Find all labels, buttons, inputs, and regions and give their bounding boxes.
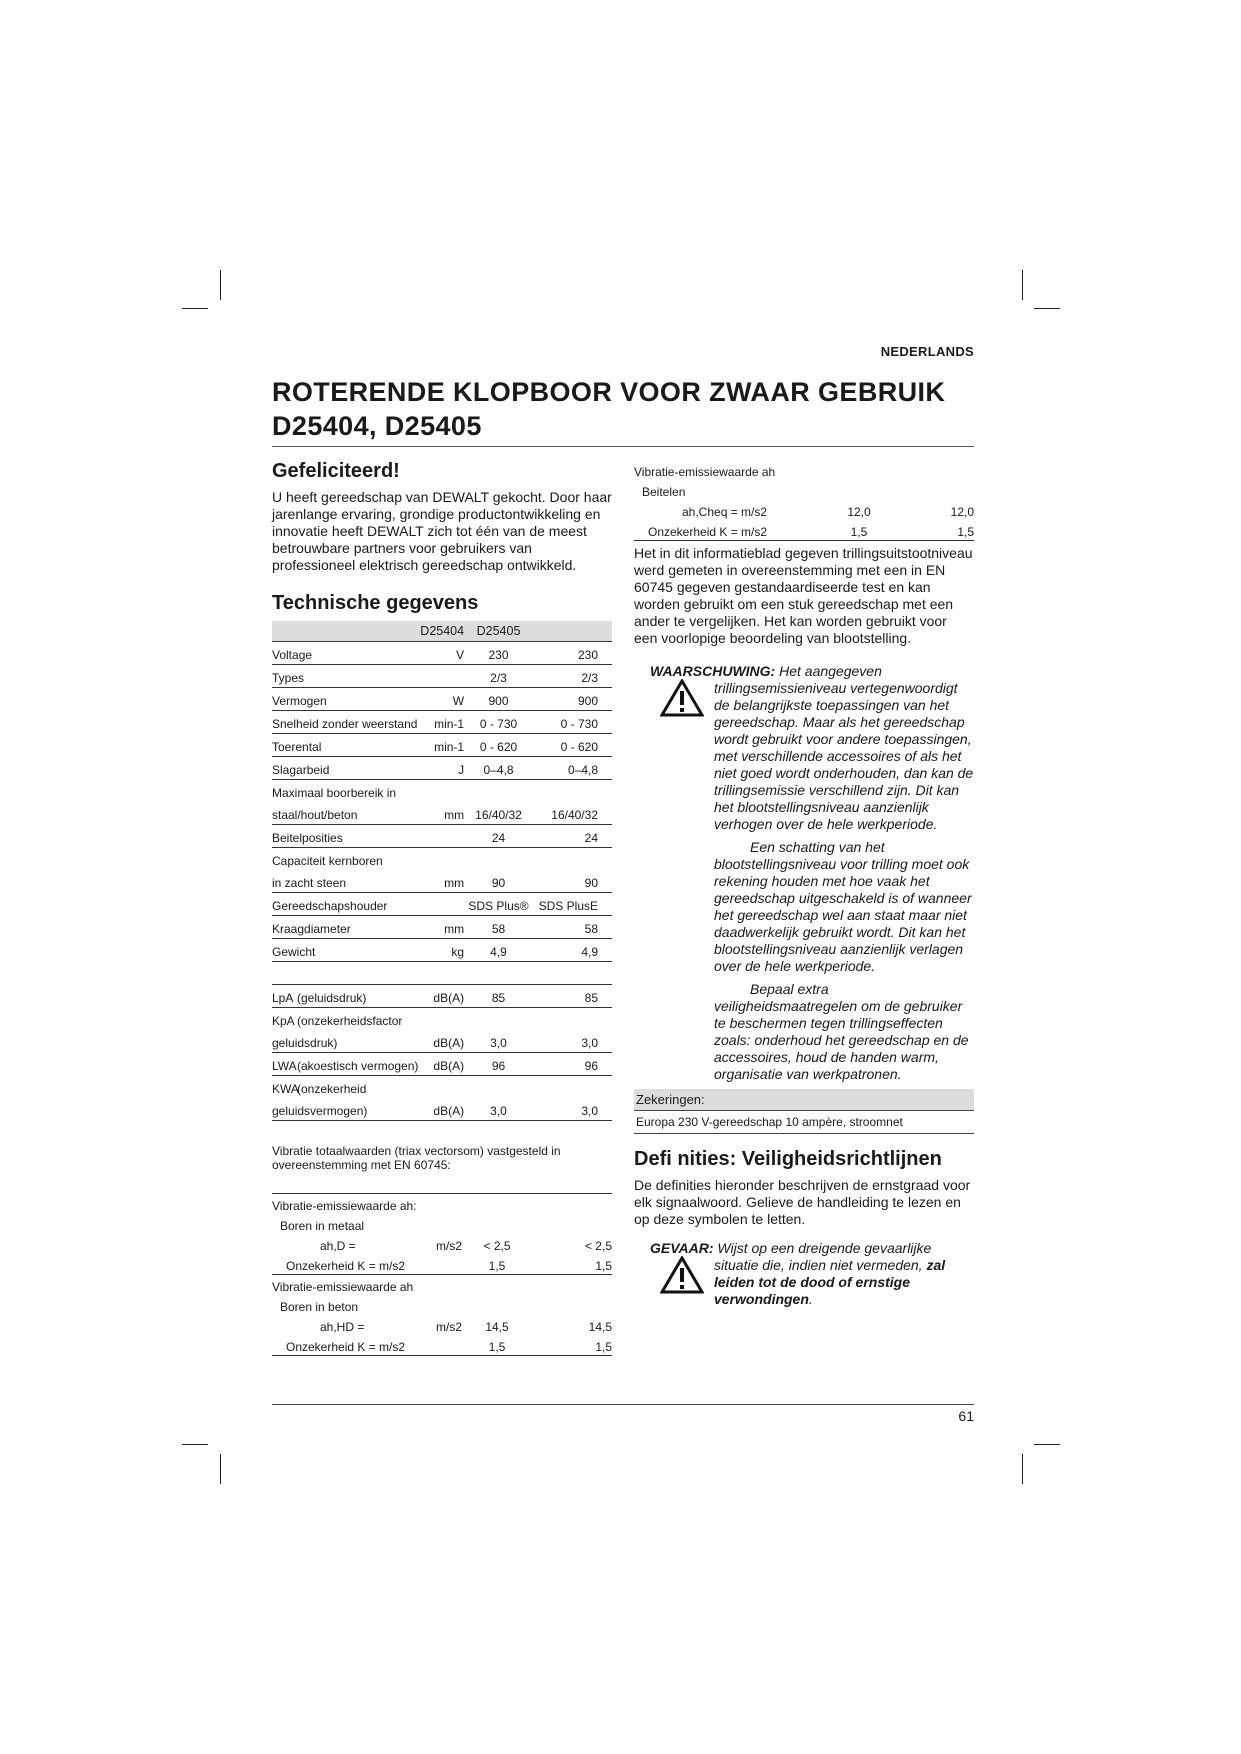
noise-label: [272, 1098, 420, 1121]
noise-unit: dB(A): [420, 1053, 464, 1076]
crop-mark: [1034, 308, 1060, 309]
spec-label: Capaciteit kernboren: [272, 854, 383, 868]
table-row: [272, 825, 612, 848]
spec-unit: min-1: [420, 734, 464, 757]
fuses-section: [634, 1089, 974, 1134]
spec-unit: mm: [420, 870, 464, 893]
noise-label: [272, 985, 420, 1008]
title-line-2: D25404, D25405: [272, 410, 482, 441]
vibration-symbol: ah,Cheq = m/s2: [682, 505, 768, 519]
table-row: [272, 1098, 612, 1121]
table-row: [272, 642, 612, 665]
noise-symbol: LWA: [272, 1059, 297, 1073]
vibration-value: 14,5: [485, 1320, 509, 1334]
spec-value: 230: [464, 642, 533, 665]
vibration-value: < 2,5: [584, 1239, 612, 1253]
table-row: [272, 1315, 612, 1335]
spec-value: 24: [464, 825, 533, 848]
specs-heading: Technische gegevens: [272, 592, 479, 614]
uncertainty-label: Onzekerheid K = m/s2: [272, 1335, 462, 1356]
spec-value: 4,9: [464, 939, 533, 962]
vibration-title: Vibratie-emissiewaarde ah: [272, 1280, 414, 1294]
congrats-text: U heeft gereedschap van DEWALT gekocht. Door haar jarenlange ervaring, grondige productontwikkeling en innovatie heeft DEWALT zich tot één van de meest betrouwbare partners voor gebruikers van professioneel elektrisch gereedschap ontwikkeld.: [272, 489, 612, 573]
spec-value: 0–4,8: [464, 757, 533, 780]
table-row: [634, 460, 974, 480]
table-row: [272, 665, 612, 688]
table-row: [272, 1030, 612, 1053]
crop-mark: [1022, 270, 1023, 300]
noise-unit: dB(A): [420, 1030, 464, 1053]
vibration-value: 14,5: [588, 1320, 612, 1334]
spec-label: Gereedschapshouder: [272, 893, 420, 916]
crop-mark: [220, 270, 221, 300]
spec-unit: mm: [420, 916, 464, 939]
spec-label: Gewicht: [272, 939, 420, 962]
uncertainty-value: 1,5: [824, 520, 894, 541]
table-row: [634, 520, 974, 541]
spec-value: 0 - 620: [533, 734, 612, 757]
danger-block: [634, 1240, 974, 1308]
definitions-text: De definities hieronder beschrijven de ernstgraad voor elk signaalwoord. Gelieve de handleiding te lezen en op deze symbolen te letten.: [634, 1177, 971, 1227]
table-row: [272, 1275, 612, 1296]
spec-value: 58: [464, 916, 533, 939]
noise-value: 3,0: [464, 1098, 533, 1121]
spec-value: 0 - 730: [464, 711, 533, 734]
warning-paragraph-3: Bepaal extra veiligheidsmaatregelen om de gebruiker te beschermen tegen trillingseffecten zoals: onderhoud het gereedschap en de accessoires, houd de handen warm, organisatie van werkpatronen.: [714, 981, 969, 1082]
spec-value: 58: [533, 916, 612, 939]
table-row: [272, 870, 612, 893]
crop-mark: [1034, 1444, 1060, 1445]
table-row: [272, 1076, 612, 1099]
table-row: [272, 1194, 612, 1215]
uncertainty-label: Onzekerheid K = m/s2: [634, 520, 824, 541]
definitions-heading: Defi nities: Veiligheidsrichtlijnen: [634, 1148, 942, 1170]
crop-mark: [182, 308, 208, 309]
table-row: [272, 711, 612, 734]
page-number: 61: [958, 1408, 974, 1424]
table-row: [272, 802, 612, 825]
table-row: [272, 1053, 612, 1076]
table-row: [272, 1254, 612, 1275]
page-title: [272, 376, 974, 447]
noise-value: 3,0: [533, 1098, 612, 1121]
vibration-table: [272, 1143, 612, 1356]
table-row: [272, 939, 612, 962]
noise-label: [272, 1008, 420, 1031]
danger-label: GEVAAR:: [650, 1240, 714, 1256]
vibration-symbol: ah,D =: [320, 1239, 356, 1253]
vibration-value: < 2,5: [483, 1239, 511, 1253]
spec-value: 900: [533, 688, 612, 711]
noise-unit: dB(A): [420, 1098, 464, 1121]
uncertainty-value: 1,5: [462, 1335, 532, 1356]
noise-label: [272, 1030, 420, 1053]
spec-value: 900: [464, 688, 533, 711]
spec-value: 16/40/32: [464, 802, 533, 825]
model-header: D25404: [420, 621, 464, 642]
noise-text: (onzekerheidsfactor: [297, 1014, 403, 1028]
crop-mark: [220, 1454, 221, 1484]
noise-symbol: KpA: [272, 1014, 295, 1028]
table-row: [272, 757, 612, 780]
noise-value: 85: [464, 985, 533, 1008]
noise-text: geluidsvermogen): [272, 1104, 368, 1118]
specs-table: [272, 621, 612, 1121]
spec-label: Kraagdiameter: [272, 916, 420, 939]
spec-label: Maximaal boorbereik in: [272, 786, 397, 800]
noise-value: 96: [533, 1053, 612, 1076]
table-row: [272, 1295, 612, 1315]
warning-text: Het aangegeven trillingsemissieniveau vertegenwoordigt de belangrijkste toepassingen van het gereedschap. Maar als het gereedschap wordt gebruikt voor andere toepassingen, met verschillende accessoires of als het niet goed wordt onderhouden, dan kan de trillingsemissie verschillend zijn. Dit kan het blootstellingsniveau aanzienlijk verhogen over de hele werkperiode.: [714, 663, 974, 832]
spec-value: SDS Plus®: [464, 893, 533, 916]
noise-value: 96: [464, 1053, 533, 1076]
title-line-1: ROTERENDE KLOPBOOR VOOR ZWAAR GEBRUIK: [272, 377, 946, 407]
noise-value: 3,0: [464, 1030, 533, 1053]
noise-unit: dB(A): [420, 985, 464, 1008]
warning-paragraph-2: Een schatting van het blootstellingsniveau voor trilling moet ook rekening houden met hoe vaak het gereedschap uitgeschakeld is of wanneer het gereedschap wel aan staat maar niet daadwerkelijk gebruikt wordt. Dit kan het blootstellingsniveau aanzienlijk verlagen over de hele werkperiode.: [714, 839, 972, 974]
vibration-sub: Boren in metaal: [280, 1219, 365, 1233]
table-row: [272, 780, 612, 803]
spec-unit: min-1: [420, 711, 464, 734]
spec-value: 90: [464, 870, 533, 893]
model-header: D25405: [464, 621, 533, 642]
table-row: [272, 1214, 612, 1234]
danger-end: .: [808, 1291, 813, 1307]
uncertainty-value: 1,5: [532, 1335, 612, 1356]
right-column: [634, 460, 974, 1308]
table-row: [272, 688, 612, 711]
table-row: [634, 500, 974, 520]
vibration-intro: Vibratie totaalwaarden (triax vectorsom) vastgesteld in overeenstemming met EN 60745:: [272, 1144, 561, 1172]
spec-value: 4,9: [533, 939, 612, 962]
vibration-sub: Beitelen: [642, 485, 686, 499]
danger-bold-text: zal leiden tot de dood of ernstige verwondingen: [714, 1257, 946, 1307]
spec-value: 90: [533, 870, 612, 893]
spec-label: Toerental: [272, 734, 420, 757]
left-column: [272, 460, 612, 1356]
noise-text: (geluidsdruk): [297, 991, 367, 1005]
table-row: [272, 985, 612, 1008]
spec-unit: [420, 893, 464, 916]
table-row: [634, 480, 974, 500]
noise-label: [272, 1076, 420, 1099]
spec-unit: kg: [420, 939, 464, 962]
spec-label: Slagarbeid: [272, 757, 420, 780]
vibration-title: Vibratie-emissiewaarde ah: [634, 465, 776, 479]
spec-value: 24: [533, 825, 612, 848]
noise-text: geluidsdruk): [272, 1036, 338, 1050]
danger-text: Wijst op een dreigende gevaarlijke situatie die, indien niet vermeden,: [714, 1240, 932, 1273]
vibration-symbol: ah,HD =: [320, 1320, 365, 1334]
vibration-unit: m/s2: [435, 1320, 462, 1334]
table-row: [272, 916, 612, 939]
spec-value: 0 - 730: [533, 711, 612, 734]
spec-unit: mm: [420, 802, 464, 825]
noise-text: (onzekerheid: [297, 1082, 367, 1096]
spec-label: Beitelposities: [272, 825, 420, 848]
table-row: [272, 893, 612, 916]
uncertainty-value: 1,5: [532, 1254, 612, 1275]
spec-unit: W: [420, 688, 464, 711]
table-row: [272, 1234, 612, 1254]
congrats-heading: Gefeliciteerd!: [272, 460, 400, 482]
vibration-sub: Boren in beton: [280, 1300, 359, 1314]
uncertainty-value: 1,5: [462, 1254, 532, 1275]
vibration-unit: m/s2: [435, 1239, 462, 1253]
footer-rule: [272, 1404, 974, 1405]
spec-unit: V: [420, 642, 464, 665]
spec-label: staal/hout/beton: [272, 802, 420, 825]
spec-value: 2/3: [533, 665, 612, 688]
spec-label: Vermogen: [272, 688, 420, 711]
table-row: [272, 734, 612, 757]
language-label: NEDERLANDS: [880, 344, 974, 359]
spec-label: Types: [272, 665, 420, 688]
noise-symbol: KWA: [272, 1082, 299, 1096]
warning-block: [634, 663, 974, 1083]
spec-value: 0 - 620: [464, 734, 533, 757]
spec-value: 16/40/32: [533, 802, 612, 825]
table-row: [272, 848, 612, 871]
spec-unit: [420, 825, 464, 848]
spec-value: 2/3: [464, 665, 533, 688]
vibration-value: 12,0: [950, 505, 974, 519]
fuses-row: Europa 230 V-gereedschap 10 ampère, stroomnet: [634, 1111, 974, 1134]
crop-mark: [182, 1444, 208, 1445]
spec-label: Voltage: [272, 642, 420, 665]
uncertainty-value: 1,5: [894, 520, 974, 541]
vibration-chisel-table: [634, 460, 974, 541]
noise-label: [272, 1053, 420, 1076]
spec-value: SDS PlusE: [533, 893, 612, 916]
spec-label: Snelheid zonder weerstand: [272, 711, 420, 734]
noise-value: 85: [533, 985, 612, 1008]
spec-unit: [420, 665, 464, 688]
info-text: Het in dit informatieblad gegeven trillingsuitstootniveau werd gemeten in overeenstemming met een in EN 60745 gegeven gestandaardiseerde test en kan worden gebruikt om een stuk gereedschap met een ander te vergelijken. Het kan worden gebruikt voor een voorlopige beoordeling van blootstelling.: [634, 545, 973, 646]
table-row: [272, 1335, 612, 1356]
crop-mark: [1022, 1454, 1023, 1484]
vibration-unit: [784, 500, 824, 520]
noise-symbol: LpA: [272, 991, 294, 1005]
spec-unit: J: [420, 757, 464, 780]
vibration-value: 12,0: [847, 505, 871, 519]
uncertainty-label: Onzekerheid K = m/s2: [272, 1254, 462, 1275]
warning-triangle-icon: [660, 1256, 704, 1294]
fuses-heading: Zekeringen:: [634, 1089, 974, 1111]
noise-value: 3,0: [533, 1030, 612, 1053]
noise-text: (akoestisch vermogen): [297, 1059, 419, 1073]
spec-value: 230: [533, 642, 612, 665]
warning-triangle-icon: [660, 679, 704, 717]
vibration-title: Vibratie-emissiewaarde ah:: [272, 1199, 417, 1213]
spec-value: 0–4,8: [533, 757, 612, 780]
warning-label: WAARSCHUWING:: [650, 663, 776, 679]
spec-label: in zacht steen: [272, 870, 420, 893]
table-row: [272, 1008, 612, 1031]
